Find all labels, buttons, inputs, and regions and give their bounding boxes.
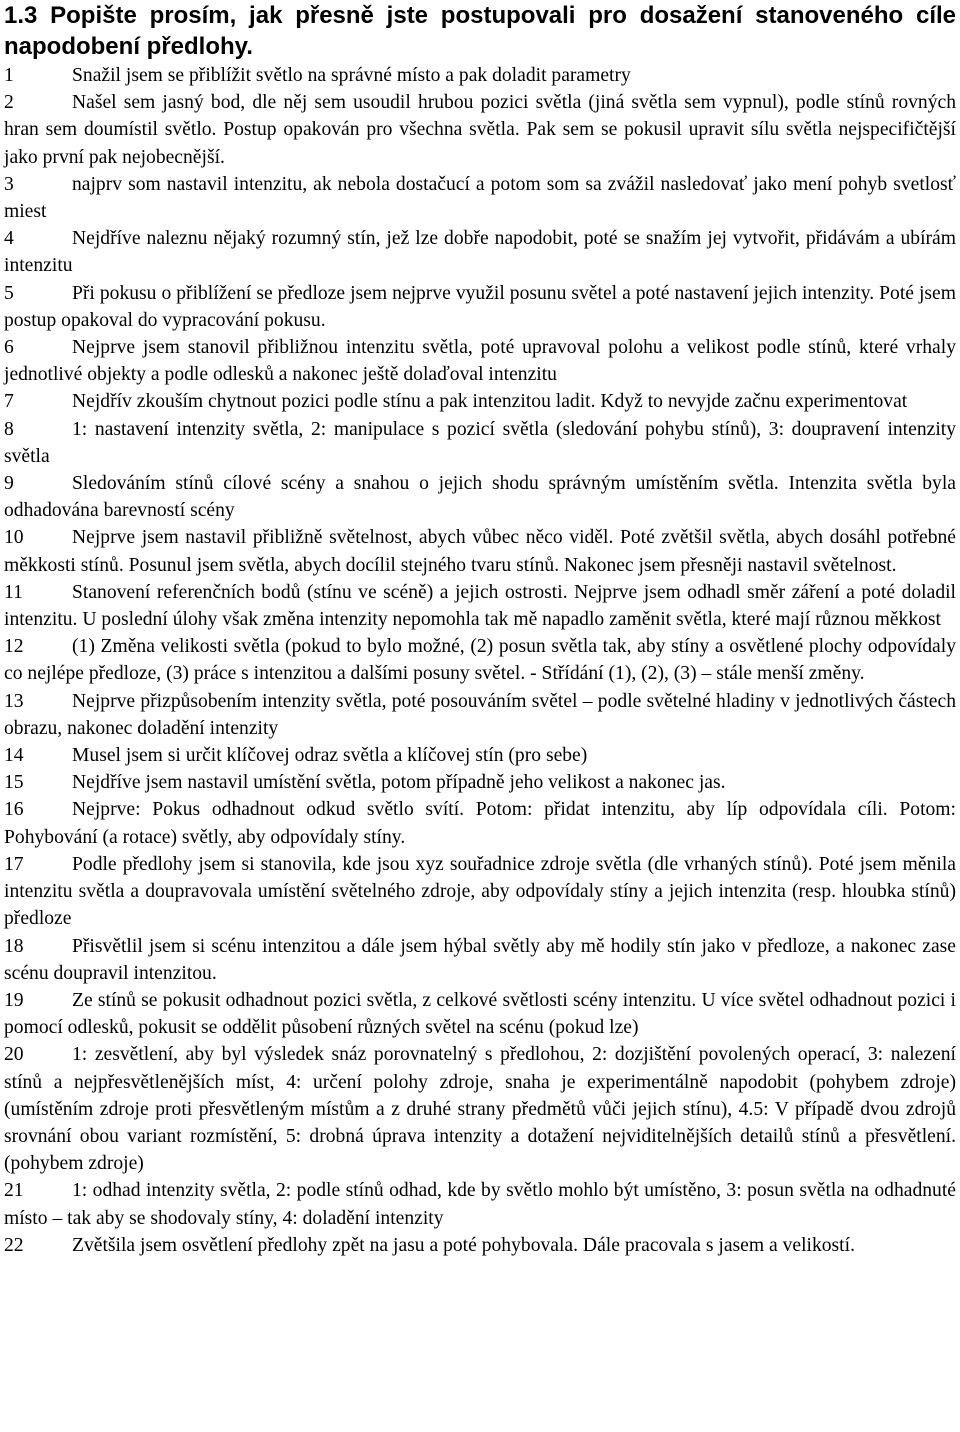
list-item xyxy=(4,633,956,687)
list-item xyxy=(4,742,956,769)
item-number: 16 xyxy=(4,799,24,821)
list-item xyxy=(4,89,956,171)
item-number: 11 xyxy=(4,581,23,603)
item-number: 10 xyxy=(4,527,24,549)
list-item xyxy=(4,769,956,796)
list-item xyxy=(4,851,956,933)
item-text: Nejprve přizpůsobením intenzity světla, poté posouváním světel – podle světelné hladiny v jednotlivých částech obrazu, nakonec doladění intenzity xyxy=(4,690,956,739)
item-text: najprv som nastavil intenzitu, ak nebola dostačucí a potom som sa zvážil nasledovať jako mení pohyb svetlosť miest xyxy=(4,173,956,223)
item-number: 1 xyxy=(4,65,14,86)
list-item xyxy=(4,62,956,89)
item-number: 22 xyxy=(4,1234,24,1256)
list-item xyxy=(4,171,956,225)
item-text: Nejdříve naleznu nějaký rozumný stín, jež lze dobře napodobit, poté se snažím jej vytvořit, přidávám a ubírám intenzitu xyxy=(4,228,956,277)
list-item xyxy=(4,579,956,633)
list-item xyxy=(4,416,956,470)
list-item xyxy=(4,280,956,334)
item-text: 1: zesvětlení, aby byl výsledek snáz porovnatelný s předlohou, 2: dozjištění povolených operací, 3: nalezení stínů a nejpřesvětlenějších míst, 4: určení polohy zdroje, snaha je experimentálně napodobit (pohybem zdroje) (umístěním zdroje proti přesvětleným místům a z druhé strany předmětů vůči jejich stínu), 4.5: V případě dvou zdrojů srovnání obou variant rozmístění, 5: drobná úprava intenzity a dotažení nejviditelnějších detailů stínů a přesvětlení. (pohybem zdroje) xyxy=(4,1044,956,1175)
item-number: 2 xyxy=(4,92,14,114)
item-text: Při pokusu o přiblížení se předloze jsem nejprve využil posunu světel a poté nastavení jejich intenzity. Poté jsem postup opakoval do vypracování pokusu. xyxy=(4,282,956,331)
list-item xyxy=(4,1041,956,1177)
item-text: (1) Změna velikosti světla (pokud to bylo možné, (2) posun světla tak, aby stíny a osvětlené plochy odpovídaly co nejlépe předloze, (3) práce s intenzitou a dalšími posuny světel. - Střídání (1), (2), (3) – stále menší změny. xyxy=(4,636,956,685)
list-item xyxy=(4,796,956,850)
document-page xyxy=(4,0,956,1259)
item-text: Stanovení referenčních bodů (stínu ve scéně) a jejich ostrosti. Nejprve jsem odhadl směr záření a poté doladil intenzitu. U poslední úlohy však změna intenzity nepomohla tak mě napadlo zaměnit světla, které mají různou měkkost xyxy=(4,581,956,631)
item-number: 17 xyxy=(4,853,24,875)
item-number: 5 xyxy=(4,282,14,304)
item-number: 7 xyxy=(4,391,14,413)
list-item xyxy=(4,1177,956,1231)
item-text: Podle předlohy jsem si stanovila, kde jsou xyz souřadnice zdroje světla (dle vrhaných stínů). Poté jsem měnila intenzitu světla a doupravovala umístění světelného zdroje, aby odpovídaly stíny a jejich intenzita (resp. hloubka stínů) předloze xyxy=(4,853,956,930)
item-number: 6 xyxy=(4,337,14,359)
item-number: 13 xyxy=(4,690,24,712)
item-text: Nejprve jsem nastavil přibližně světelnost, abych vůbec něco viděl. Poté zvětšil světla, abych dosáhl potřebné měkkosti stínů. Posunul jsem světla, abych docílil stejného tvaru stínů. Nakonec jsem přesněji nastavil světelnost. xyxy=(4,527,956,576)
list-item xyxy=(4,470,956,524)
item-text: Nejprve jsem stanovil přibližnou intenzitu světla, poté upravoval polohu a velikost podle stínů, které vrhaly jednotlivé objekty a podle odlesků a nakonec ještě dolaďoval intenzitu xyxy=(4,337,956,386)
item-text: Sledováním stínů cílové scény a snahou o jejich shodu správným umístěním světla. Intenzita světla byla odhadována barevností scény xyxy=(4,473,956,522)
item-text: Nejdřív zkouším chytnout pozici podle stínu a pak intenzitou ladit. Když to nevyjde začnu experimentovat xyxy=(72,391,908,413)
item-text: Snažil jsem se přiblížit světlo na správné místo a pak doladit parametry xyxy=(72,65,631,86)
list-item xyxy=(4,1232,956,1259)
list-item xyxy=(4,334,956,388)
item-number: 12 xyxy=(4,636,24,658)
response-list xyxy=(4,62,956,1259)
item-number: 9 xyxy=(4,473,14,495)
item-number: 3 xyxy=(4,173,14,195)
item-number: 19 xyxy=(4,989,24,1011)
item-text: Zvětšila jsem osvětlení předlohy zpět na jasu a poté pohybovala. Dále pracovala s jasem a velikostí. xyxy=(72,1234,855,1256)
list-item xyxy=(4,933,956,987)
item-text: 1: odhad intenzity světla, 2: podle stínů odhad, kde by světlo mohlo být umístěno, 3: posun světla na odhadnuté místo – tak aby se shodovaly stíny, 4: doladění intenzity xyxy=(4,1180,956,1229)
item-text: 1: nastavení intenzity světla, 2: manipulace s pozicí světla (sledování pohybu stínů), 3: doupravení intenzity světla xyxy=(4,418,956,467)
list-item xyxy=(4,524,956,578)
item-number: 21 xyxy=(4,1180,24,1202)
item-text: Musel jsem si určit klíčovej odraz světla a klíčovej stín (pro sebe) xyxy=(72,745,588,767)
item-number: 15 xyxy=(4,772,24,794)
item-text: Ze stínů se pokusit odhadnout pozici světla, z celkové světlosti scény intenzitu. U více světel odhadnout pozici i pomocí odlesků, pokusit se oddělit působení různých světel na scénu (pokud lze) xyxy=(4,989,956,1039)
item-number: 14 xyxy=(4,745,24,767)
item-text: Nejdříve jsem nastavil umístění světla, potom případně jeho velikost a nakonec jas. xyxy=(72,772,726,794)
item-text: Nejprve: Pokus odhadnout odkud světlo svítí. Potom: přidat intenzitu, aby líp odpovídala cíli. Potom: Pohybování (a rotace) světly, aby odpovídaly stíny. xyxy=(4,799,956,848)
section-heading: 1.3 Popište prosím, jak přesně jste postupovali pro dosažení stanoveného cíle napodobení předlohy. xyxy=(4,2,956,60)
list-item xyxy=(4,688,956,742)
list-item xyxy=(4,388,956,415)
list-item xyxy=(4,987,956,1041)
item-number: 8 xyxy=(4,418,14,440)
item-number: 4 xyxy=(4,228,14,250)
list-item xyxy=(4,225,956,279)
item-text: Našel sem jasný bod, dle něj sem usoudil hrubou pozici světla (jiná světla sem vypnul), podle stínů rovných hran sem doumístil světlo. Postup opakován pro všechna světla. Pak sem se pokusil upravit sílu světla nejspecifičtější jako první pak nejobecnější. xyxy=(4,92,956,168)
item-text: Přisvětlil jsem si scénu intenzitou a dále jsem hýbal světly aby mě hodily stín jako v předloze, a nakonec zase scénu doupravil intenzitou. xyxy=(4,935,956,984)
item-number: 20 xyxy=(4,1044,24,1066)
item-number: 18 xyxy=(4,935,24,957)
